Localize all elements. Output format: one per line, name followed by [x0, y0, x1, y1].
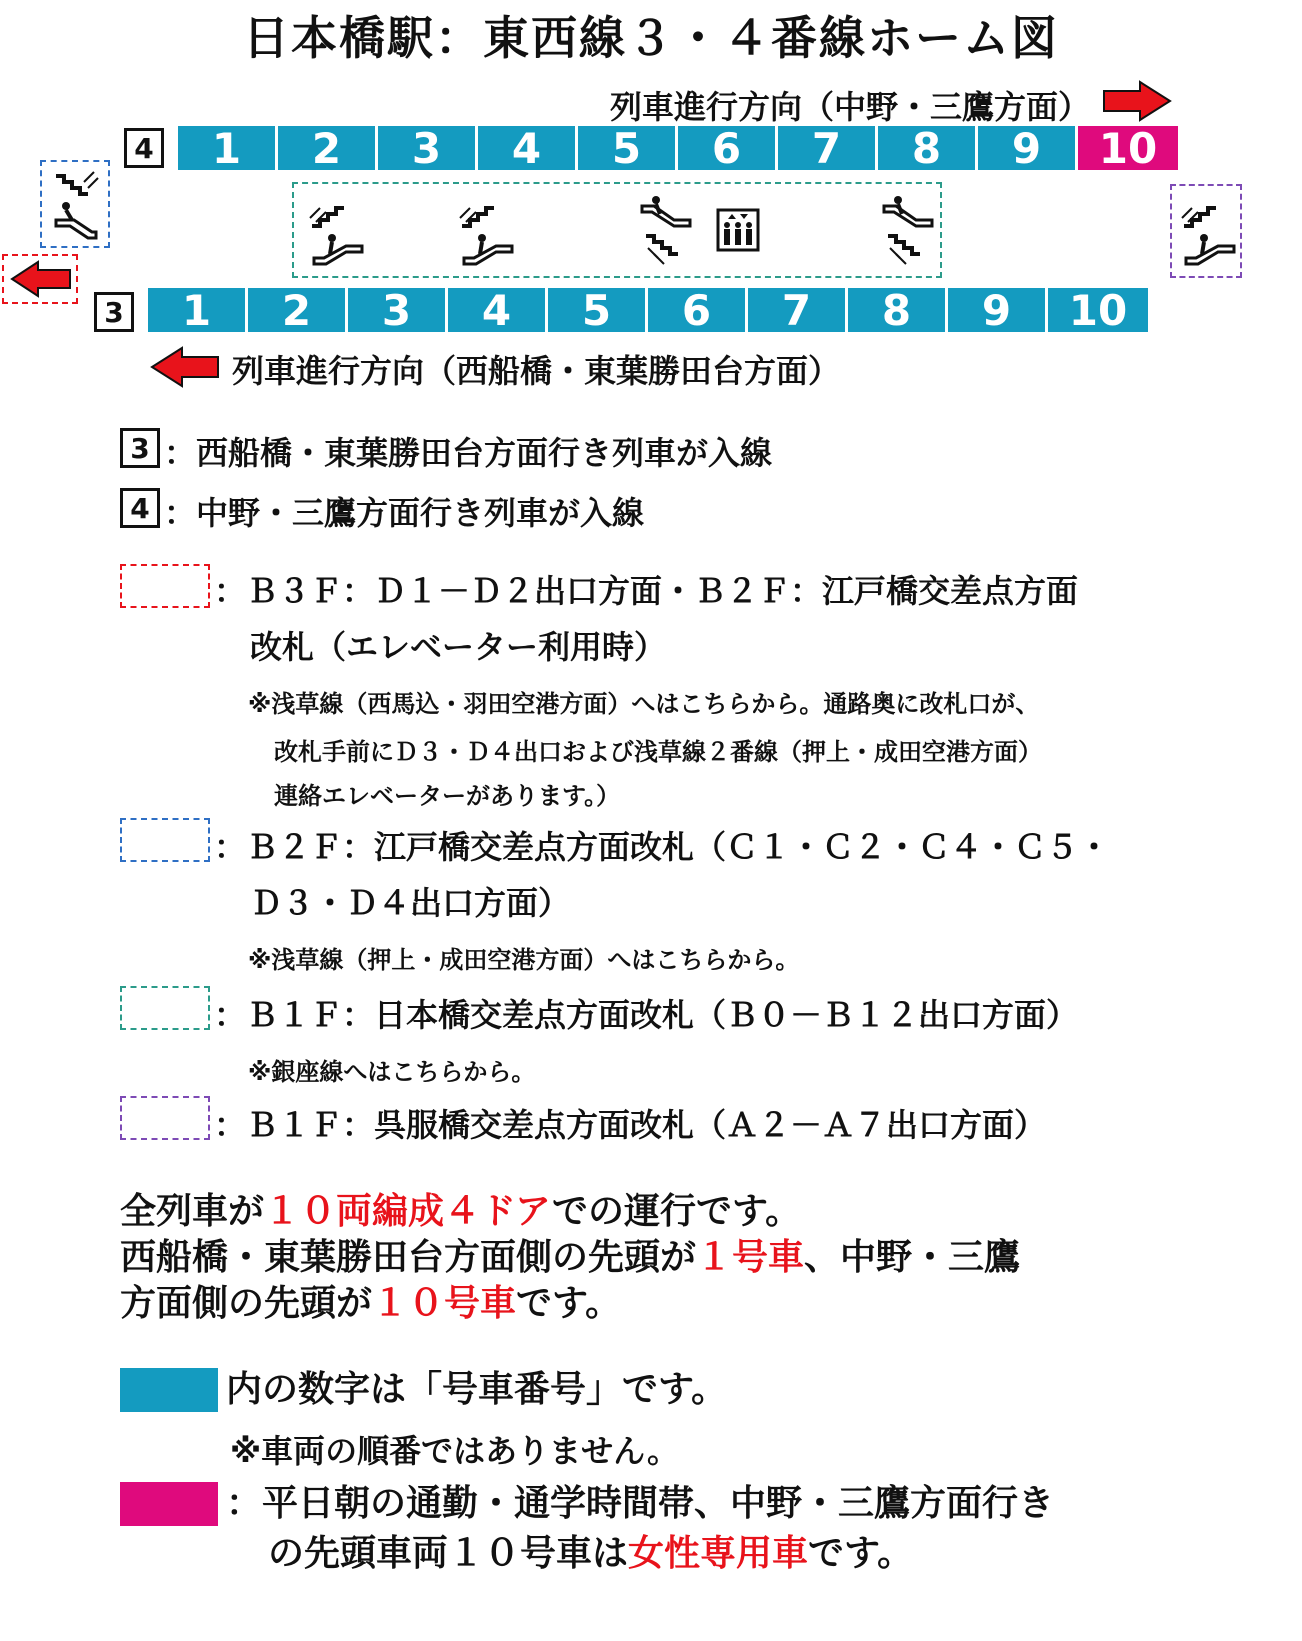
info-l3c: です。: [516, 1283, 622, 1324]
track3-car: 6: [648, 288, 748, 332]
info-l3a: 方面側の先頭が: [120, 1283, 373, 1324]
track4-car: 8: [878, 126, 978, 170]
legend-women-text2b: 女性専用車: [628, 1533, 809, 1574]
info-line2: [120, 1234, 1020, 1282]
page-title: 日本橋駅：東西線３・４番線ホーム図: [243, 11, 1059, 65]
legend-women-text1: ：平日朝の通勤・通学時間帯、中野・三鷹方面行き: [226, 1483, 1055, 1524]
info-l2a: 西船橋・東葉勝田台方面側の先頭が: [120, 1237, 697, 1278]
elevator-icon: [716, 208, 760, 252]
purple-exit-box: [1170, 184, 1242, 278]
track3-car: 5: [548, 288, 648, 332]
track3-car: 8: [848, 288, 948, 332]
track3-car: 4: [448, 288, 548, 332]
legend-red-note1: ※浅草線（西馬込・羽田空港方面）へはこちらから。通路奥に改札口が、: [248, 690, 1040, 718]
legend-women-swatch: [120, 1482, 218, 1526]
legend-red-line2: 改札（エレベーター利用時）: [250, 628, 667, 666]
legend-purple-swatch: [120, 1096, 210, 1140]
legend-blue-swatch: [120, 818, 210, 862]
track4-cars: [178, 123, 1178, 173]
arrow-left-icon: [150, 346, 220, 388]
legend-women-text2c: です。: [808, 1533, 914, 1574]
arrow-left-icon: [10, 260, 72, 298]
legend-red-note2: 改札手前にＤ３・Ｄ４出口および浅草線２番線（押上・成田空港方面）: [274, 738, 1042, 766]
track4-car: 2: [278, 126, 378, 170]
blue-exit-box: [40, 160, 110, 248]
legend-purple-line1: ：Ｂ１Ｆ：呉服橋交差点方面改札（Ａ２－Ａ７出口方面）: [214, 1106, 1047, 1144]
legend-track3-text: ：西船橋・東葉勝田台方面行き列車が入線: [164, 434, 773, 472]
info-l1b: １０両編成４ドア: [264, 1191, 553, 1232]
red-exit-box: [2, 254, 78, 304]
info-l2b: １号車: [696, 1237, 805, 1278]
stairs-down-escalator-icon: [52, 168, 100, 240]
info-line1: [120, 1188, 801, 1236]
legend-track4-text: ：中野・三鷹方面行き列車が入線: [164, 494, 645, 532]
legend-red-swatch: [120, 564, 210, 608]
track4-car: 5: [578, 126, 678, 170]
track4-car: 9: [978, 126, 1078, 170]
info-line3: [120, 1280, 621, 1328]
track3-car: 9: [948, 288, 1048, 332]
info-l2c: 、中野・三鷹: [804, 1237, 1021, 1278]
legend-blue-note1: ※浅草線（押上・成田空港方面）へはこちらから。: [248, 946, 800, 974]
track4-car: 4: [478, 126, 578, 170]
legend-women-text2a: の先頭車両１０号車は: [268, 1533, 629, 1574]
stairs-up-escalator-icon: [1178, 192, 1238, 270]
legend-car-text: 内の数字は「号車番号」です。: [226, 1369, 728, 1410]
track4-label: 4: [124, 128, 164, 168]
track3-car: 2: [248, 288, 348, 332]
track4-car: 7: [778, 126, 878, 170]
legend-green-note1: ※銀座線へはこちらから。: [248, 1058, 536, 1086]
info-l3b: １０号車: [372, 1283, 517, 1324]
stairs-up-escalator-icon: [306, 192, 366, 270]
legend-women-text2: [268, 1530, 913, 1578]
track4-car: 6: [678, 126, 778, 170]
track3-car: 1: [148, 288, 248, 332]
legend-car-note: ※車両の順番ではありません。: [230, 1432, 680, 1470]
info-l1a: 全列車が: [120, 1191, 265, 1232]
track3-label: 3: [94, 292, 134, 332]
legend-blue-line1: ：Ｂ２Ｆ：江戸橋交差点方面改札（Ｃ１・Ｃ２・Ｃ４・Ｃ５・: [214, 828, 1111, 866]
track4-direction: 列車進行方向（中野・三鷹方面）: [610, 88, 1091, 126]
track4-car-women: 10: [1078, 126, 1178, 170]
track3-car: 10: [1048, 288, 1148, 332]
escalator-stairs-down-icon: [638, 192, 698, 270]
info-l1c: での運行です。: [552, 1191, 802, 1232]
legend-blue-line2: Ｄ３・Ｄ４出口方面）: [250, 884, 571, 922]
legend-track4-box: 4: [120, 488, 160, 528]
legend-red-line1: ：Ｂ３Ｆ：Ｄ１－Ｄ２出口方面・Ｂ２Ｆ：江戸橋交差点方面: [214, 572, 1079, 610]
escalator-stairs-down-icon: [880, 192, 940, 270]
track3-cars: [148, 285, 1148, 335]
legend-green-swatch: [120, 986, 210, 1030]
track4-car: 1: [178, 126, 278, 170]
stairs-up-escalator-icon: [456, 192, 516, 270]
legend-green-line1: ：Ｂ１Ｆ：日本橋交差点方面改札（Ｂ０－Ｂ１２出口方面）: [214, 996, 1079, 1034]
track3-direction: 列車進行方向（西船橋・東葉勝田台方面）: [232, 352, 841, 390]
track3-car: 7: [748, 288, 848, 332]
legend-red-note3: 連絡エレベーターがあります。）: [274, 782, 621, 810]
legend-car-swatch: [120, 1368, 218, 1412]
track3-car: 3: [348, 288, 448, 332]
arrow-right-icon: [1102, 80, 1172, 122]
green-exit-box: [292, 182, 942, 278]
track4-car: 3: [378, 126, 478, 170]
legend-track3-box: 3: [120, 428, 160, 468]
